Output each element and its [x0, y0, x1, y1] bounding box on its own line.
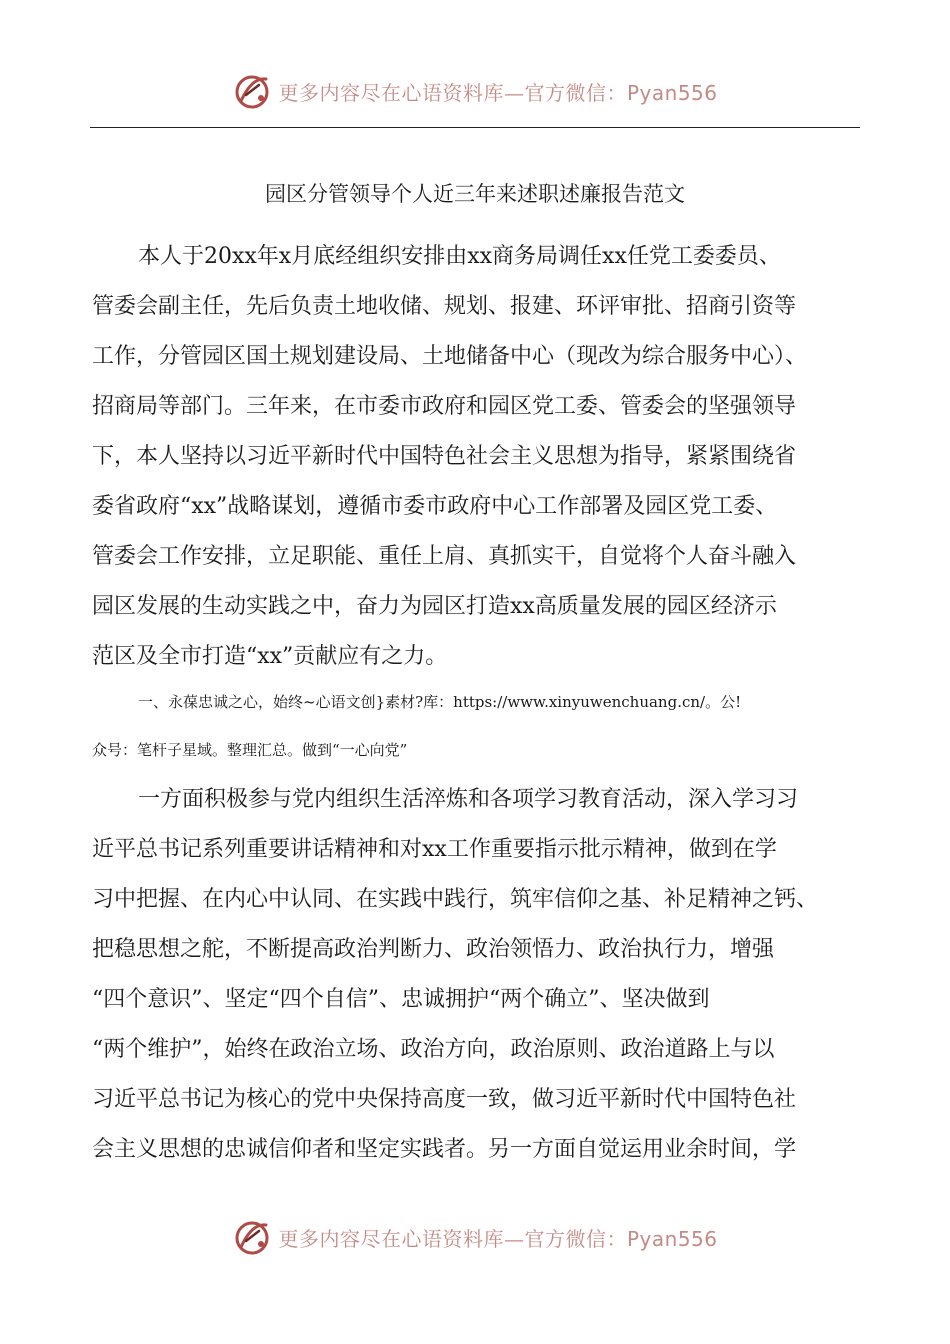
paragraph-2-line: 把稳思想之舵，不断提高政治判断力、政治领悟力、政治执行力，增强	[92, 937, 775, 962]
header-divider	[90, 127, 860, 128]
paragraph-1-line: 范区及全市打造“xx”贡献应有之力。	[92, 644, 448, 669]
section-heading-1-line: 众号：笔杆子星域。整理汇总。做到“一心向党”	[92, 741, 408, 759]
paragraph-1-line: 管委会工作安排，立足职能、重任上肩、真抓实干，自觉将个人奋斗融入	[92, 544, 797, 569]
paragraph-1-line: 招商局等部门。三年来，在市委市政府和园区党工委、管委会的坚强领导	[92, 394, 797, 419]
paragraph-1-line: 下，本人坚持以习近平新时代中国特色社会主义思想为指导，紧紧围绕省	[92, 444, 797, 469]
paragraph-2-line: 近平总书记系列重要讲话精神和对xx工作重要指示批示精神，做到在学	[92, 837, 777, 862]
paragraph-2-line: 习近平总书记为核心的党中央保持高度一致，做习近平新时代中国特色社	[92, 1087, 797, 1112]
paragraph-2-line: “四个意识”、坚定“四个自信”、忠诚拥护“两个确立”、坚决做到	[92, 987, 710, 1012]
footer-banner	[0, 1212, 950, 1262]
xinyu-logo-icon	[232, 71, 272, 111]
header-banner	[0, 66, 950, 116]
document-title: 园区分管领导个人近三年来述职述廉报告范文	[265, 182, 685, 206]
header-banner-text	[278, 77, 717, 106]
footer-banner-main: 更多内容尽在心语资料库	[278, 1226, 504, 1251]
paragraph-1-line: 本人于20xx年x月底经组织安排由xx商务局调任xx任党工委委员、	[138, 244, 781, 269]
paragraph-2-line: 会主义思想的忠诚信仰者和坚定实践者。另一方面自觉运用业余时间，学	[92, 1137, 797, 1162]
xinyu-logo-icon	[232, 1217, 272, 1257]
section-heading-1-line: 一、永葆忠诚之心，始终~心语文创}素材?库：https://www.xinyuwenchuang.cn/。公!	[138, 693, 742, 711]
footer-banner-sep: —	[503, 1226, 525, 1251]
paragraph-1-line: 管委会副主任，先后负责土地收储、规划、报建、环评审批、招商引资等	[92, 294, 797, 319]
footer-banner-text	[278, 1223, 717, 1252]
paragraph-1	[92, 232, 872, 682]
footer-banner-wechat-id: Pyan556	[626, 1226, 718, 1251]
footer-banner-wechat-label: 官方微信：	[524, 1226, 627, 1251]
paragraph-2-line: 一方面积极参与党内组织生活淬炼和各项学习教育活动，深入学习习	[138, 787, 799, 812]
paragraph-1-line: 园区发展的生动实践之中，奋力为园区打造xx高质量发展的园区经济示	[92, 594, 777, 619]
paragraph-1-line: 委省政府“xx”战略谋划，遵循市委市政府中心工作部署及园区党工委、	[92, 494, 778, 519]
paragraph-2-line: 习中把握、在内心中认同、在实践中践行，筑牢信仰之基、补足精神之钙、	[92, 887, 819, 912]
header-banner-wechat-id: Pyan556	[626, 80, 718, 105]
header-banner-main: 更多内容尽在心语资料库	[278, 80, 504, 105]
section-heading-1	[92, 678, 872, 774]
header-banner-sep: —	[503, 80, 525, 105]
paragraph-2-line: “两个维护”，始终在政治立场、政治方向，政治原则、政治道路上与以	[92, 1037, 775, 1062]
header-banner-wechat-label: 官方微信：	[524, 80, 627, 105]
paragraph-2	[92, 775, 872, 1175]
paragraph-1-line: 工作，分管园区国土规划建设局、土地储备中心（现改为综合服务中心）、	[92, 344, 808, 369]
